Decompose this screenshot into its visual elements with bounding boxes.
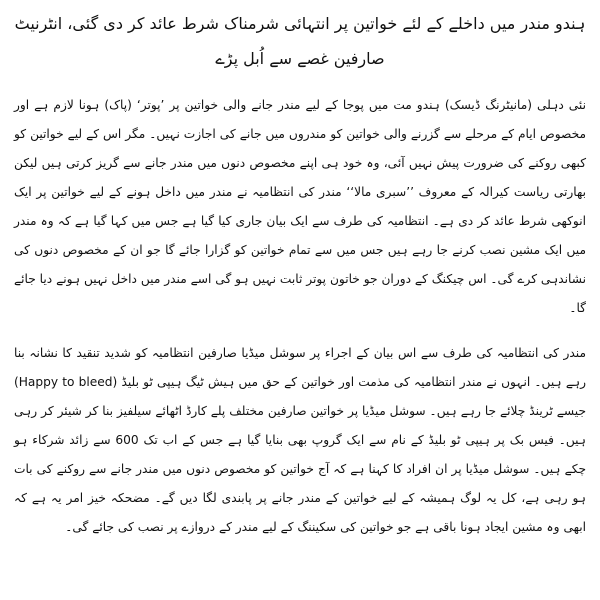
article-paragraph-2: مندر کی انتظامیہ کی طرف سے اس بیان کے اجراء پر سوشل میڈیا صارفین انتظامیہ کو شدید تنقید کا نشانہ بنا رہے ہیں۔ انہوں نے مندر انتظامیہ کی مذمت اور خواتین کے حق میں ہیش ٹیگ ہیپی ٹو بلیڈ (Happy to bleed) جیسے ٹرینڈ چلائے جا رہے ہیں۔ سوشل میڈیا پر خواتین صارفین مختلف پلے کارڈ اٹھائے سیلفیز بنا کر شیئر کر رہی ہیں۔ فیس بک پر ہیپی ٹو بلیڈ کے نام سے ایک گروپ بھی بنایا گیا ہے جس کے اب تک 600 سے زائد شرکاء ہو چکے ہیں۔ سوشل میڈیا پر ان افراد کا کہنا ہے کہ آج خواتین کو مخصوص دنوں میں مندر جانے سے روکنے کی بات ہو رہی ہے، کل یہ لوگ ہمیشہ کے لیے خواتین کے مندر جانے پر پابندی لگا دیں گے۔ مضحکہ خیز امر یہ ہے کہ ابھی وہ مشین ایجاد ہونا باقی ہے جو خواتین کی سکیننگ کے لیے مندر کے دروازے پر نصب کی جائے گی۔ xyxy=(14,346,587,534)
article-paragraph-1: نئی دہلی (مانیٹرنگ ڈیسک) ہندو مت میں پوجا کے لیے مندر جانے والی خواتین پر ’پوتر‘ (پاک) ہونا لازم ہے اور مخصوص ایام کے مرحلے سے گزرنے والی خواتین کو مندروں میں جانے کی اجازت نہیں۔ مگر اس کے لیے خواتین کو کبھی روکنے کی ضرورت پیش نہیں آئی، وہ خود ہی اپنے مخصوص دنوں میں مندر جانے سے گریز کرتی ہیں لیکن بھارتی ریاست کیرالہ کے معروف ’’سبری مالا‘‘ مندر کی انتظامیہ نے مندر میں داخل ہونے کے لیے خواتین پر ایک انوکھی شرط عائد کر دی ہے۔ انتظامیہ کی طرف سے ایک بیان جاری کیا گیا ہے جس میں کہا گیا ہے کہ وہ مندر میں ایک مشین نصب کرنے جا رہے ہیں جس میں سے تمام خواتین کو گزارا جائے گا جو ان کے مخصوص دنوں کی نشاندہی کرے گی۔ اس چیکنگ کے دوران جو خاتون پوتر ثابت نہیں ہو گی اسے مندر میں داخل نہیں ہونے دیا جائے گا۔ xyxy=(14,98,586,315)
article-headline: ہندو مندر میں داخلے کے لئے خواتین پر انتہائی شرمناک شرط عائد کر دی گئی، انٹرنیٹ صارفین غصے سے اُبل پڑے xyxy=(14,14,586,68)
article xyxy=(14,0,586,600)
